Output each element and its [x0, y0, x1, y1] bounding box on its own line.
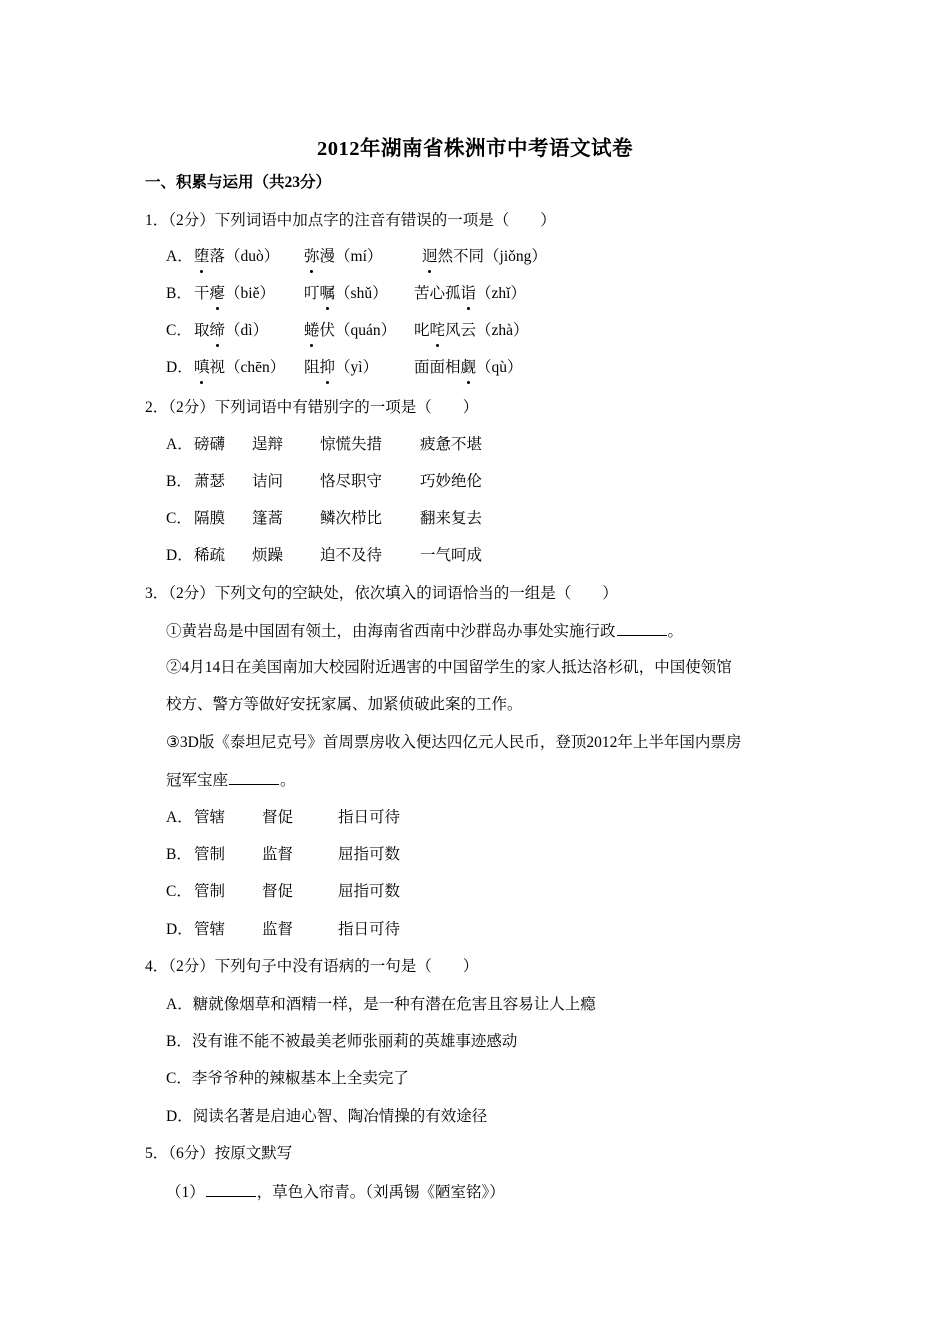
q2-option-b: B． 萧瑟 诘问 恪尽职守 巧妙绝伦: [166, 473, 483, 490]
dotted-char: 诣: [460, 285, 477, 302]
option-label: A．: [166, 809, 193, 826]
option-label: D．: [166, 921, 193, 938]
option-label: A．: [166, 436, 193, 453]
q4-option-d: D．阅读名著是启迪心智、陶冶情操的有效途径: [166, 1108, 488, 1125]
q3-option-c: C． 管制 督促 屈指可数: [166, 883, 401, 900]
q4-option-c: C．李爷爷种的辣椒基本上全卖完了: [166, 1070, 409, 1087]
q3-stem: 3．（2分）下列文句的空缺处，依次填入的词语恰当的一组是（ ）: [145, 585, 618, 602]
answer-blank[interactable]: [617, 621, 667, 636]
q2-option-a: A． 磅礴 逞辩 惊慌失措 疲惫不堪: [166, 436, 483, 453]
option-label: C．: [166, 322, 192, 339]
q5-stem: 5．（6分）按原文默写: [145, 1145, 293, 1162]
dotted-char: 嘱: [319, 285, 336, 302]
q3-sentence-1: ①黄岩岛是中国固有领土，由海南省西南中沙群岛办事处实施行政 。: [166, 623, 684, 640]
option-label: B．: [166, 473, 192, 490]
dotted-char: 嗔: [194, 359, 210, 376]
q3-option-d: D． 管辖 监督 指日可待: [166, 921, 401, 938]
dotted-char: 瘪: [209, 285, 226, 302]
option-label: D．: [166, 359, 193, 376]
q3-sentence-2a: ②4月14日在美国南加大校园附近遇害的中国留学生的家人抵达洛杉矶，中国使领馆: [166, 659, 732, 676]
q2-stem: 2．（2分）下列词语中有错别字的一项是（ ）: [145, 399, 479, 416]
dotted-char: 抑: [319, 359, 336, 376]
q3-sentence-2b: 校方、警方等做好安抚家属、加紧侦破此案的工作。: [166, 696, 523, 713]
dotted-char: 觑: [460, 359, 477, 376]
q1-option-d: D． 嗔视（chēn） 阻抑（yì） 面面相觑（qù）: [166, 359, 523, 376]
option-label: A．: [166, 248, 193, 265]
q2-option-c: C． 隔膜 篷蒿 鳞次栉比 翻来复去: [166, 510, 483, 527]
q4-option-a: A．糖就像烟草和酒精一样，是一种有潜在危害且容易让人上瘾: [166, 996, 596, 1013]
page-title: 2012年湖南省株洲市中考语文试卷: [317, 138, 633, 160]
q1-option-c: C． 取缔（dì） 蜷伏（quán） 叱咤风云（zhà）: [166, 322, 529, 339]
q3-option-a: A． 管辖 督促 指日可待: [166, 809, 401, 826]
q5-line-1: （1） ，草色入帘青。（刘禹锡《陋室铭》）: [166, 1184, 505, 1201]
q1-option-b: B． 干瘪（biě） 叮嘱（shǔ） 苦心孤诣（zhǐ）: [166, 285, 526, 302]
option-label: D．: [166, 547, 193, 564]
dotted-char: 迥: [422, 248, 438, 265]
dotted-char: 堕: [194, 248, 210, 265]
option-label: C．: [166, 883, 192, 900]
option-label: B．: [166, 846, 192, 863]
option-label: B．: [166, 285, 192, 302]
q3-option-b: B． 管制 监督 屈指可数: [166, 846, 401, 863]
q1-option-a: A． 堕落（duò） 弥漫（mí） 迥然不同（jiǒng）: [166, 248, 547, 265]
q2-option-d: D． 稀疏 烦躁 迫不及待 一气呵成: [166, 547, 483, 564]
q4-stem: 4．（2分）下列句子中没有语病的一句是（ ）: [145, 958, 479, 975]
q3-sentence-3b: 冠军宝座 。: [166, 772, 296, 789]
q4-option-b: B．没有谁不能不被最美老师张丽莉的英雄事迹感动: [166, 1033, 518, 1050]
dotted-char: 蜷: [304, 322, 320, 339]
dotted-char: 咤: [429, 322, 446, 339]
dotted-char: 缔: [209, 322, 226, 339]
dotted-char: 弥: [304, 248, 320, 265]
section-heading: 一、积累与运用（共23分）: [145, 174, 332, 191]
answer-blank[interactable]: [206, 1182, 256, 1197]
answer-blank[interactable]: [229, 770, 279, 785]
option-label: C．: [166, 510, 192, 527]
q1-stem: 1．（2分）下列词语中加点字的注音有错误的一项是（ ）: [145, 212, 556, 229]
q3-sentence-3a: ③3D版《泰坦尼克号》首周票房收入便达四亿元人民币，登顶2012年上半年国内票房: [166, 734, 742, 751]
